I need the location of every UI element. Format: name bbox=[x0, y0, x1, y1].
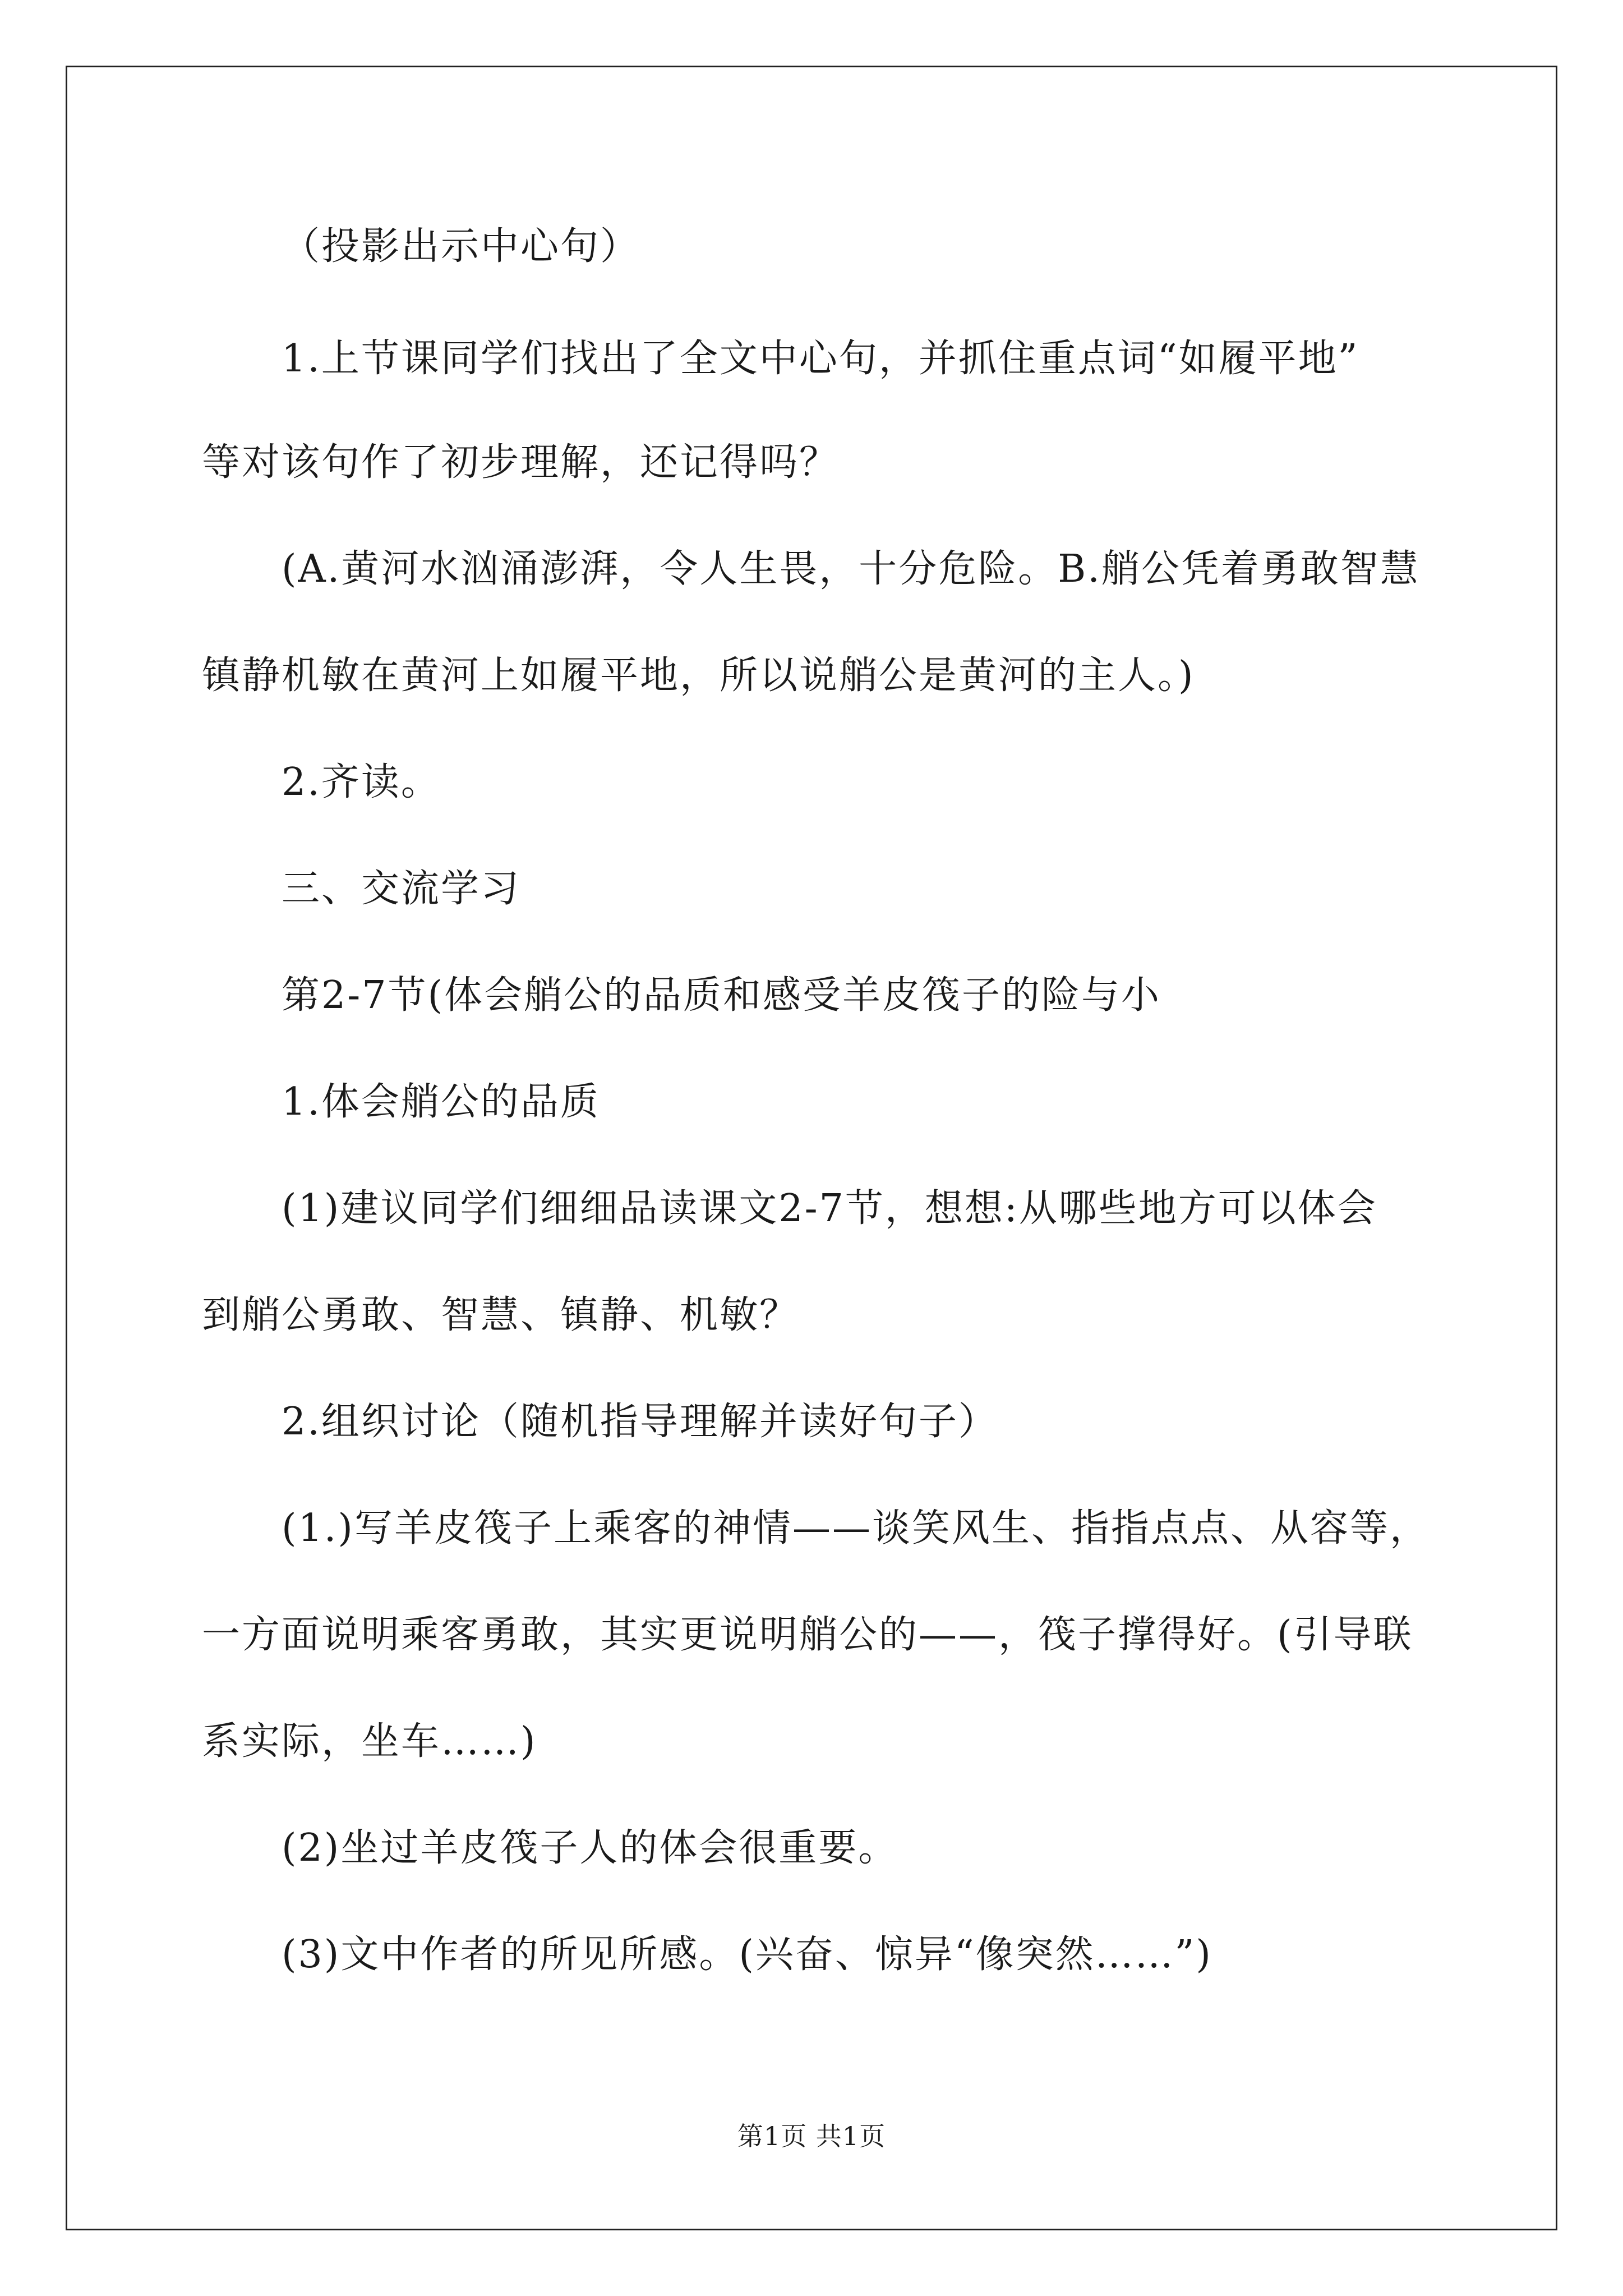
paragraph-line: (1)建议同学们细细品读课文2-7节，想想:从哪些地方可以体会 bbox=[282, 1186, 1377, 1231]
page-border bbox=[66, 66, 1557, 2230]
paragraph-line: 系实际，坐车……) bbox=[202, 1719, 537, 1764]
paragraph-line: (1.)写羊皮筏子上乘客的神情——谈笑风生、指指点点、从容等， bbox=[282, 1506, 1430, 1550]
section-heading: 三、交流学习 bbox=[282, 867, 521, 911]
paragraph-line: (3)文中作者的所见所感。(兴奋、惊异“像突然……”) bbox=[282, 1932, 1212, 1977]
paragraph-line: 镇静机敏在黄河上如履平地，所以说艄公是黄河的主人。) bbox=[202, 654, 1195, 698]
paragraph-line: 第2-7节(体会艄公的品质和感受羊皮筏子的险与小 bbox=[282, 973, 1161, 1018]
paragraph-line: 到艄公勇敢、智慧、镇静、机敏？ bbox=[202, 1293, 800, 1337]
paragraph-line: 2.组织讨论（随机指导理解并读好句子） bbox=[282, 1400, 998, 1444]
paragraph-line: 一方面说明乘客勇敢，其实更说明艄公的——，筏子撑得好。(引导联 bbox=[202, 1613, 1413, 1657]
paragraph-line: (2)坐过羊皮筏子人的体会很重要。 bbox=[282, 1826, 898, 1870]
paragraph-line: 1.体会艄公的品质 bbox=[282, 1080, 600, 1124]
paragraph-line: (A.黄河水汹涌澎湃，令人生畏，十分危险。B.艄公凭着勇敢智慧 bbox=[282, 547, 1420, 591]
paragraph-line: 2.齐读。 bbox=[282, 760, 441, 804]
paragraph-line: 1.上节课同学们找出了全文中心句，并抓住重点词“如履平地” bbox=[282, 337, 1359, 381]
paragraph-line: 等对该句作了初步理解，还记得吗？ bbox=[202, 440, 840, 485]
page-number: 第1页 共1页 bbox=[737, 2121, 886, 2151]
paragraph-line: （投影出示中心句） bbox=[282, 224, 640, 269]
